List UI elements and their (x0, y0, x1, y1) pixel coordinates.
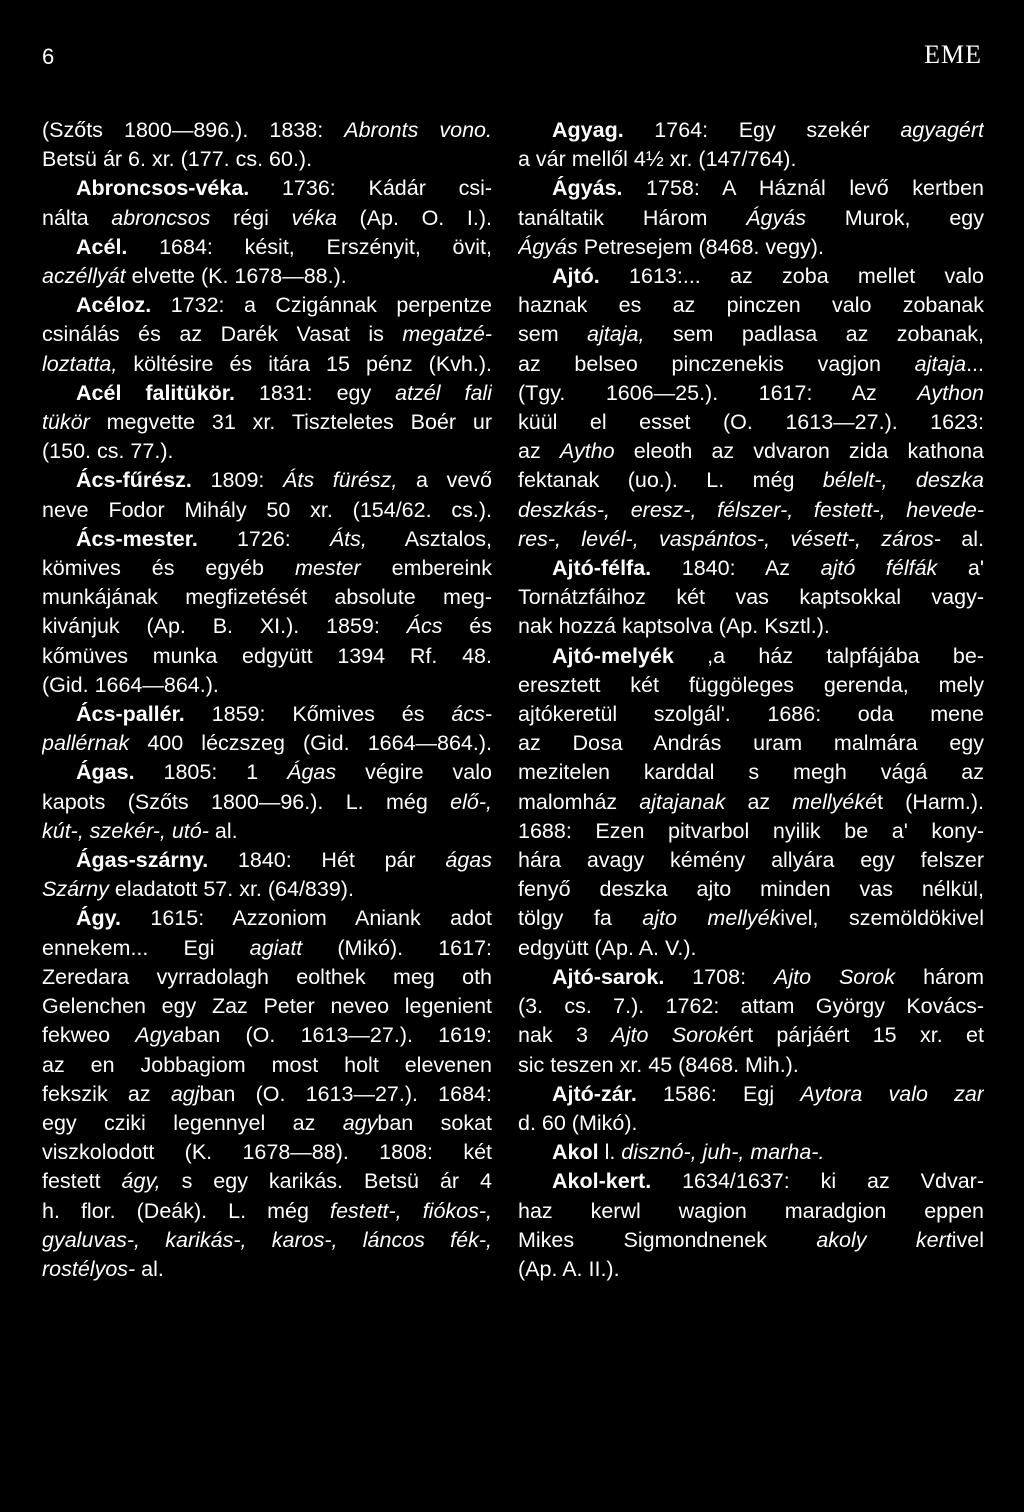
left-column-line: fekweo Agyaban (O. 1613—27.). 1619: (42, 1023, 492, 1048)
right-column-line: küül el esset (O. 1613—27.). 1623: (518, 410, 984, 435)
page-number: 6 (42, 44, 55, 69)
right-column-line: haznak es az pinczen valo zobanak (518, 293, 984, 318)
running-head: EME (924, 40, 982, 69)
right-column-line: mezitelen karddal s megh vágá az (518, 760, 984, 785)
left-column-line: kút-, szekér-, utó- al. (42, 818, 238, 843)
left-column-line: egy cziki legennyel az agyban sokat (42, 1110, 492, 1135)
left-column-line: Szárny eladatott 57. xr. (64/839). (42, 877, 354, 902)
left-column-line: munkájának megfizetését absolute meg- (42, 585, 492, 610)
right-column-line: ajtókeretül szolgál'. 1686: oda mene (518, 702, 984, 727)
left-column-line: rostélyos- al. (42, 1256, 164, 1281)
right-column-line: Ajtó. 1613:... az zoba mellet valo (552, 264, 984, 289)
left-column-line: pallérnak 400 léczszeg (Gid. 1664—864.). (42, 731, 492, 756)
right-column-line: tölgy fa ajto mellyékivel, szemöldökivel (518, 906, 984, 931)
left-column-line: fekszik az agjban (O. 1613—27.). 1684: (42, 1081, 492, 1106)
right-column-line: Ajtó-félfa. 1840: Az ajtó félfák a' (552, 556, 984, 581)
left-column-line: kivánjuk (Ap. B. XI.). 1859: Ács és (42, 614, 492, 639)
right-column-line: sem ajtaja, sem padlasa az zobanak, (518, 322, 984, 347)
right-column-line: Ágyás Petresejem (8468. vegy). (518, 234, 824, 259)
left-column-line: Ács-fűrész. 1809: Áts fürész, a vevő (76, 468, 492, 493)
left-column-line: az en Jobbagiom most holt elevenen (42, 1052, 492, 1077)
right-column-line: sic teszen xr. 45 (8468. Mih.). (518, 1052, 799, 1077)
left-column-line: Gelenchen egy Zaz Peter neveo legenient (42, 994, 492, 1019)
left-column-line: Ács-pallér. 1859: Kőmives és ács- (76, 702, 492, 727)
right-column-line: Akol-kert. 1634/1637: ki az Vdvar- (552, 1169, 984, 1194)
left-column-line: Ágas-szárny. 1840: Hét pár ágas (76, 848, 492, 873)
left-column-line: neve Fodor Mihály 50 xr. (154/62. cs.). (42, 497, 492, 522)
left-column-line: tükör megvette 31 xr. Tiszteletes Boér ur (42, 410, 492, 435)
page-header (42, 40, 982, 80)
left-column-line: gyaluvas-, karikás-, karos-, láncos fék-, (42, 1227, 492, 1252)
right-column-line: hára avagy kémény allyára egy felszer (518, 848, 984, 873)
left-column-line: h. flor. (Deák). L. még festett-, fiókos-, (42, 1198, 492, 1223)
right-column-line: edgyütt (Ap. A. V.). (518, 935, 697, 960)
right-column-line: 1688: Ezen pitvarbol nyilik be a' kony- (518, 818, 984, 843)
right-column-line: (3. cs. 7.). 1762: attam György Kovács- (518, 994, 984, 1019)
right-column-line: nak hozzá kaptsolva (Ap. Ksztl.). (518, 614, 830, 639)
right-column-line: Agyag. 1764: Egy szekér agyagért (552, 118, 984, 142)
left-column-line: Acéloz. 1732: a Czigánnak perpentze (76, 293, 492, 318)
left-column (42, 116, 492, 1284)
left-column-line: viszkolodott (K. 1678—88). 1808: két (42, 1140, 492, 1165)
right-column-line: Tornátzfáihoz két vas kaptsokkal vagy- (518, 585, 984, 610)
right-column-line: Mikes Sigmondnenek akoly kertivel (518, 1227, 984, 1252)
right-column-line: Ágyás. 1758: A Háznál levő kertben (552, 176, 984, 201)
right-column (518, 116, 984, 1284)
left-column-line: Acél falitükör. 1831: egy atzél fali (76, 380, 492, 405)
left-column-line: loztatta, költésire és itára 15 pénz (Kvh.). (42, 351, 492, 376)
left-column-line: kapots (Szőts 1800—96.). L. még elő-, (42, 789, 492, 814)
left-column-line: Ágas. 1805: 1 Ágas végire valo (76, 760, 492, 785)
right-column-line: az Aytho eleoth az vdvaron zida kathona (518, 439, 984, 464)
right-column-line: Akol l. disznó-, juh-, marha-. (552, 1140, 825, 1165)
right-column-line: malomház ajtajanak az mellyékét (Harm.). (518, 789, 984, 814)
left-column-line: csinálás és az Darék Vasat is megatzé- (42, 322, 492, 347)
right-column-line: tanáltatik Három Ágyás Murok, egy (518, 205, 984, 230)
right-column-line: deszkás-, eresz-, félszer-, festett-, hevede- (518, 497, 984, 522)
right-column-line: nak 3 Ajto Sorokért párjáért 15 xr. et (518, 1023, 984, 1048)
left-column-line: Abroncsos-véka. 1736: Kádár csi- (76, 176, 492, 201)
right-column-line: az Dosa András uram malmára egy (518, 731, 984, 756)
left-column-line: Ágy. 1615: Azzoniom Aniank adot (76, 906, 492, 931)
right-column-line: d. 60 (Mikó). (518, 1110, 638, 1135)
left-column-line: (Gid. 1664—864.). (42, 672, 219, 697)
left-column-line: Zeredara vyrradolagh eolthek meg oth (42, 964, 492, 989)
left-column-line: Acél. 1684: késit, Erszényit, övit, (76, 234, 492, 259)
left-column-line: kömives és egyéb mester embereink (42, 556, 492, 581)
right-column-line: eresztett két függöleges gerenda, mely (518, 672, 984, 697)
left-column-line: nálta abroncsos régi véka (Ap. O. I.). (42, 205, 492, 230)
left-column-line: kőmüves munka edgyütt 1394 Rf. 48. (42, 643, 492, 668)
right-column-line: fenyő deszka ajto minden vas nélkül, (518, 877, 984, 902)
right-column-line: haz kerwl wagion maradgion eppen (518, 1198, 984, 1223)
left-column-line: aczéllyát elvette (K. 1678—88.). (42, 264, 347, 289)
right-column-line: az belseo pinczenekis vagjon ajtaja... (518, 351, 984, 376)
left-column-line: (Szőts 1800—896.). 1838: Abronts vono. (42, 118, 492, 142)
right-column-line: fektanak (uo.). L. még bélelt-, deszka (518, 468, 984, 493)
right-column-line: Ajtó-melyék ,a ház talpfájába be- (552, 643, 984, 668)
left-column-line: ennekem... Egi agiatt (Mikó). 1617: (42, 935, 492, 960)
right-column-line: Ajtó-sarok. 1708: Ajto Sorok három (552, 964, 984, 989)
left-column-line: Betsü ár 6. xr. (177. cs. 60.). (42, 147, 313, 172)
left-column-line: (150. cs. 77.). (42, 439, 174, 464)
right-column-line: (Ap. A. II.). (518, 1256, 620, 1281)
right-column-line: res-, levél-, vaspántos-, vésett-, záros- al. (518, 526, 984, 551)
left-column-line: festett ágy, s egy karikás. Betsü ár 4 (42, 1169, 492, 1194)
right-column-line: Ajtó-zár. 1586: Egj Aytora valo zar (552, 1081, 984, 1106)
right-column-line: a vár mellől 4½ xr. (147/764). (518, 147, 797, 172)
left-column-line: Ács-mester. 1726: Áts, Asztalos, (76, 526, 492, 551)
right-column-line: (Tgy. 1606—25.). 1617: Az Aython (518, 380, 984, 405)
